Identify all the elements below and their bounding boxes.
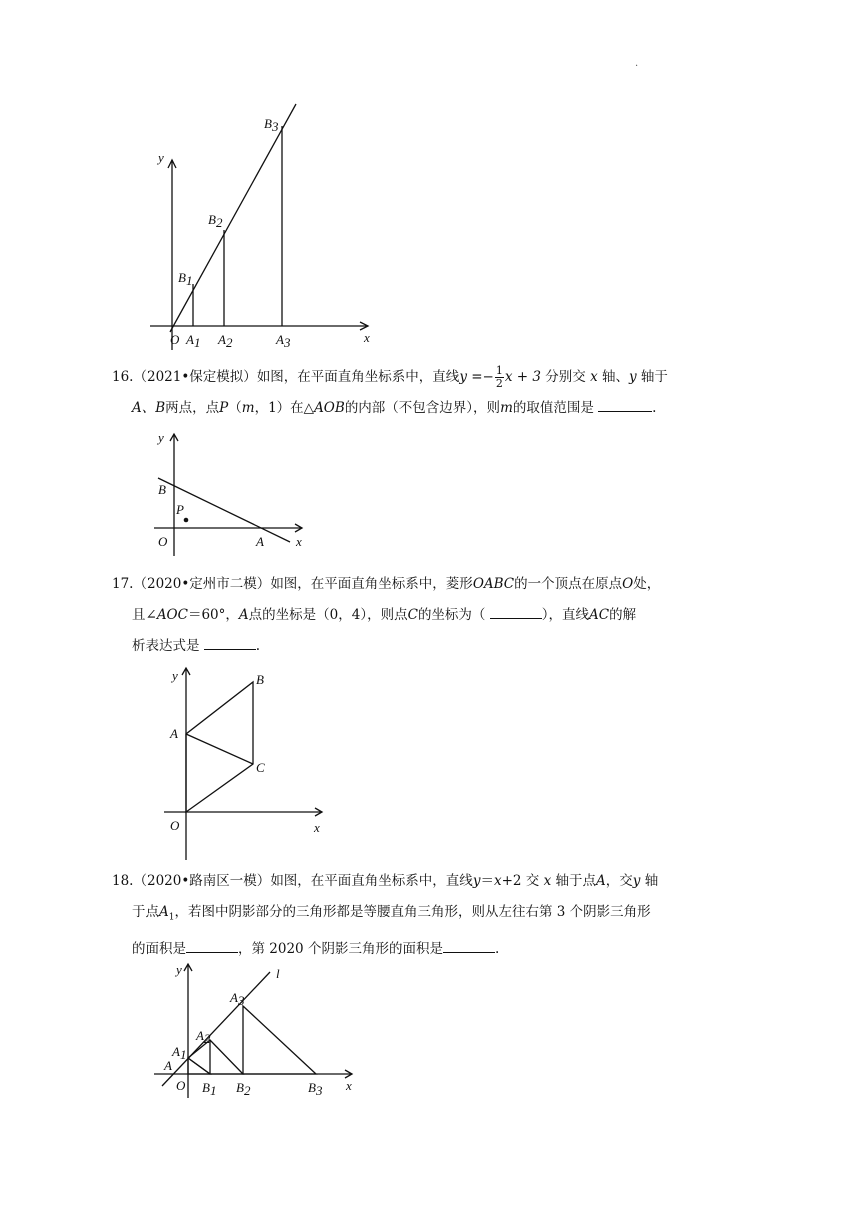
label-x: x [346, 1078, 352, 1093]
diagonal-ac [186, 734, 253, 764]
problem-17-line-3: 析表达式是 . [112, 631, 742, 662]
rhombus-oabc [186, 682, 253, 812]
label-o: O [158, 534, 168, 549]
label-b3: B3 [308, 1080, 323, 1098]
label-a2: A2 [196, 1028, 211, 1046]
figure-17 [160, 664, 340, 864]
point-p [184, 518, 189, 523]
label-x: x [314, 820, 320, 835]
label-x: x [296, 534, 302, 549]
label-x: x [364, 330, 370, 345]
label-a: A [256, 534, 264, 549]
label-y: y [172, 668, 178, 683]
label-a3: A3 [230, 990, 245, 1008]
label-a2: A2 [218, 332, 233, 350]
line-l [162, 972, 270, 1086]
figure-16-graph [150, 428, 320, 558]
label-c: C [256, 760, 265, 775]
label-o: O [176, 1078, 186, 1093]
label-b: B [256, 672, 264, 687]
problem-18-line-1: 18.（2020•路南区一模）如图，在平面直角坐标系中，直线y＝x+2 交 x 轴于点A，交y 轴 [112, 873, 659, 889]
label-a1: A1 [186, 332, 201, 350]
answer-blank-1[interactable] [490, 604, 542, 619]
problem-17 [112, 569, 742, 662]
label-a1: A1 [172, 1044, 187, 1062]
figure-15 [140, 100, 380, 360]
label-b2: B2 [208, 212, 223, 230]
answer-blank[interactable] [598, 397, 652, 412]
shaded-triangle-2 [210, 1040, 243, 1074]
figure-16 [150, 428, 320, 558]
label-p: P [176, 502, 184, 517]
figure-17-graph [160, 664, 340, 864]
label-o: O [170, 332, 180, 347]
label-o: O [170, 818, 180, 833]
label-a: A [170, 726, 178, 741]
answer-blank-1[interactable] [186, 938, 238, 953]
label-a3: A3 [276, 332, 291, 350]
problem-16 [112, 362, 742, 424]
figure-15-graph [140, 100, 380, 360]
problem-18-line-2: 于点$A_1$，若图中阴影部分的三角形都是等腰直角三角形，则从左往右第 3 个阴影三角形 [132, 904, 651, 923]
header-mark: . [635, 58, 639, 69]
label-y: y [158, 150, 164, 165]
problem-18 [112, 866, 742, 965]
shaded-triangle-3 [243, 1006, 316, 1074]
problem-16-line-1: 16.（2021•保定模拟）如图，在平面直角坐标系中，直线y =− $\frac{1}{2}$ x + 3 分别交 x 轴、y 轴于 [112, 364, 668, 390]
label-l: l [276, 966, 280, 981]
line-b [170, 104, 296, 332]
answer-blank-2[interactable] [443, 938, 495, 953]
label-b3: B3 [264, 116, 279, 134]
label-a: A [164, 1058, 172, 1073]
problem-17-line-1: 17.（2020•定州市二模）如图，在平面直角坐标系中，菱形OABC的一个顶点在原点O处， [112, 576, 661, 592]
label-y: y [176, 962, 182, 977]
fraction: $\frac{1}{2}$ [495, 364, 503, 390]
answer-blank-2[interactable] [204, 635, 256, 650]
label-y: y [158, 430, 164, 445]
label-b: B [158, 482, 166, 497]
problem-16-line-2: A、B两点，点P（m，1）在△AOB的内部（不包含边界），则m的取值范围是 . [112, 393, 742, 424]
problem-17-line-2: 且∠AOC＝60°，A点的坐标是（0，4），则点C的坐标为（ ），直线AC的解 [112, 600, 742, 631]
label-b1: B1 [202, 1080, 217, 1098]
triangle-1-hyp [188, 1058, 210, 1074]
figure-18 [150, 960, 370, 1100]
figure-18-graph [150, 960, 370, 1100]
problem-18-line-3: 的面积是 ，第 2020 个阴影三角形的面积是 . [112, 934, 742, 965]
label-b2: B2 [236, 1080, 251, 1098]
label-b1: B1 [178, 270, 193, 288]
